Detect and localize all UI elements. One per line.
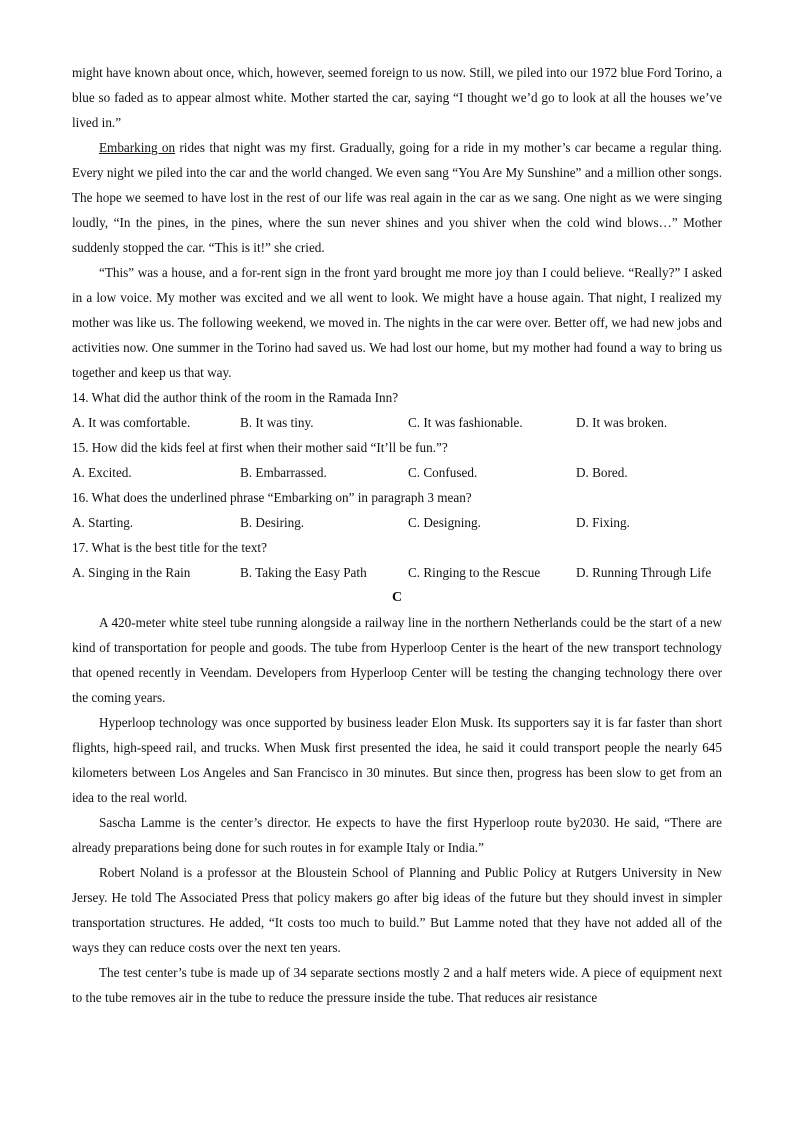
question-text: 15. How did the kids feel at first when their mother said “It’ll be fun.”? [72, 440, 448, 455]
option-c: C. Ringing to the Rescue [408, 565, 541, 580]
option-a: A. It was comfortable. [72, 415, 191, 430]
question-options [72, 560, 722, 585]
option-d: D. Fixing. [576, 515, 630, 530]
question-16 [72, 485, 722, 535]
question-text: 16. What does the underlined phrase “Embarking on” in paragraph 3 mean? [72, 490, 472, 505]
section-heading-c: C [391, 590, 403, 605]
question-text: 17. What is the best title for the text? [72, 540, 267, 555]
question-text: 14. What did the author think of the room in the Ramada Inn? [72, 390, 399, 405]
option-b: B. It was tiny. [240, 415, 314, 430]
option-a: A. Excited. [72, 465, 132, 480]
option-d: D. Running Through Life [576, 565, 712, 580]
question-14 [72, 385, 722, 435]
underlined-phrase: Embarking on [99, 140, 176, 155]
option-a: A. Starting. [72, 515, 134, 530]
passage-b-paragraph-3 [72, 135, 722, 260]
passage-b-paragraph-4: “This” was a house, and a for-rent sign in the front yard brought me more joy than I could believe. “Really?” I asked in a low voice. My mother was excited and we all went to look. We might have a house again. That night, I realized my mother was like us. The following weekend, we moved in. The nights in the car were over. Better off, we had new jobs and activities now. One summer in the Torino had saved us. We had lost our home, but my mother had found a way to bring us together and keep us that way. [72, 265, 722, 380]
question-options [72, 510, 722, 535]
option-c: C. Designing. [408, 515, 481, 530]
option-c: C. Confused. [408, 465, 478, 480]
passage-c-paragraph-1: A 420-meter white steel tube running alongside a railway line in the northern Netherlands could be the start of a new kind of transportation for people and goods. The tube from Hyperloop Center is the heart of the new transport technology that opened recently in Veendam. Developers from Hyperloop Center will be testing the changing technology there over the coming years. [72, 615, 722, 705]
option-c: C. It was fashionable. [408, 415, 523, 430]
passage-c-paragraph-3: Sascha Lamme is the center’s director. He expects to have the first Hyperloop route by2030. He said, “There are already preparations being done for such routes in for example Italy or India.” [72, 815, 722, 855]
passage-b-paragraph-continued: might have known about once, which, however, seemed foreign to us now. Still, we piled into our 1972 blue Ford Torino, a blue so faded as to appear almost white. Mother started the car, saying “I thought we’d go to look at all the houses we’ve lived in.” [72, 65, 722, 130]
option-b: B. Embarrassed. [240, 465, 327, 480]
option-b: B. Desiring. [240, 515, 305, 530]
paragraph-3-text: rides that night was my first. Gradually, going for a ride in my mother’s car became a regular thing. Every night we piled into the car and the world changed. We even sang “You Are My Sunshine” and a million other songs. The hope we seemed to have lost in the rest of our life was real again in the car as we sang. One night as we were singing loudly, “In the pines, in the pines, where the sun never shines and you shiver when the cold wind blows…” Mother suddenly stopped the car. “This is it!” she cried. [72, 140, 722, 255]
option-d: D. It was broken. [576, 415, 668, 430]
passage-c-paragraph-5: The test center’s tube is made up of 34 separate sections mostly 2 and a half meters wide. A piece of equipment next to the tube removes air in the tube to reduce the pressure inside the tube. That reduces air resistance [72, 965, 722, 1005]
question-options [72, 460, 722, 485]
option-a: A. Singing in the Rain [72, 565, 191, 580]
passage-c-paragraph-2: Hyperloop technology was once supported by business leader Elon Musk. Its supporters say it is far faster than short flights, high-speed rail, and trucks. When Musk first presented the idea, he said it could transport people the nearly 645 kilometers between Los Angeles and San Francisco in 30 minutes. But since then, progress has been slow to get from an idea to the real world. [72, 715, 722, 805]
option-d: D. Bored. [576, 465, 628, 480]
passage-c-paragraph-4: Robert Noland is a professor at the Bloustein School of Planning and Public Policy at Rutgers University in New Jersey. He told The Associated Press that policy makers go after big ideas of the future but they should invest in simpler transportation structures. He added, “It costs too much to build.” But Lamme noted that they have not added all of the ways they can reduce costs over the next ten years. [72, 865, 722, 955]
option-b: B. Taking the Easy Path [240, 565, 367, 580]
question-15 [72, 435, 722, 485]
question-17 [72, 535, 722, 585]
question-options [72, 410, 722, 435]
